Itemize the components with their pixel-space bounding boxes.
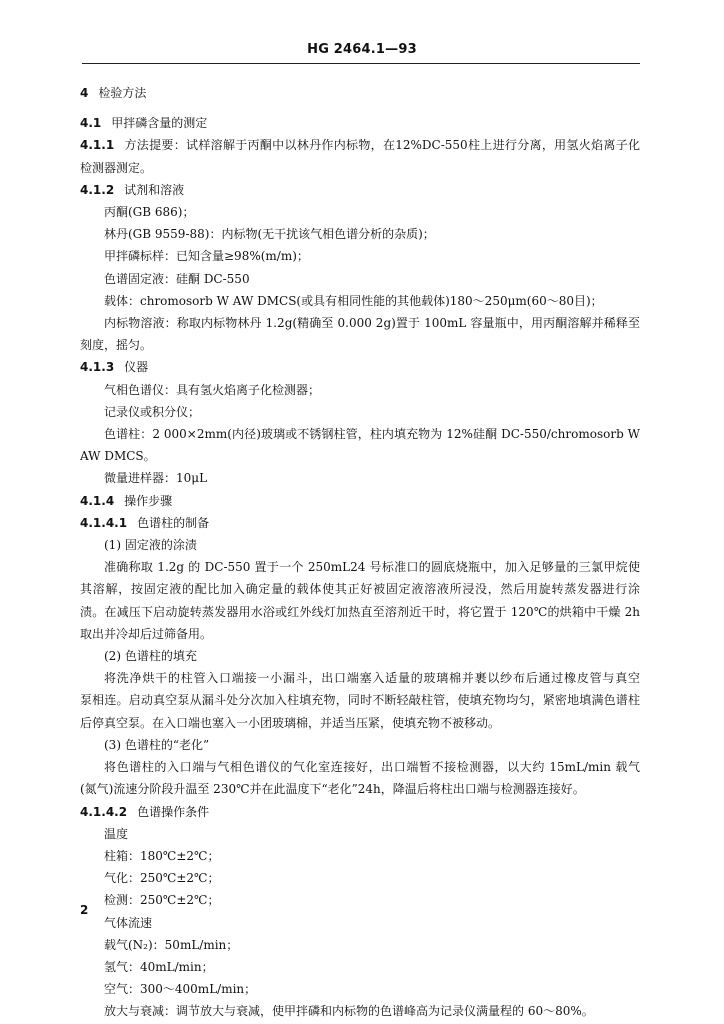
paragraph-text: 方法提要：试样溶解于丙酮中以林丹作内标物，在12%DC-550柱上进行分离，用氢火焰离子化 xyxy=(124,138,640,153)
gas-flow-item: 载气(N₂)：50mL/min； xyxy=(104,937,239,952)
section-4-1-3-heading xyxy=(80,356,640,378)
page-number: 2 xyxy=(80,903,89,917)
section-title: 色谱柱的制备 xyxy=(137,515,210,530)
section-4-1-1-line-2: 检测器测定。 xyxy=(80,160,153,175)
section-title: 试剂和溶液 xyxy=(124,182,185,197)
internal-standard-line-2: 刻度，摇匀。 xyxy=(80,338,153,353)
section-number: 4 xyxy=(80,86,89,100)
gas-flow-item: 空气：300～400mL/min； xyxy=(104,982,257,997)
reagent-item: 色谱固定液：硅酮 DC-550 xyxy=(104,271,250,286)
aging-line-1: 将色谱柱的入口端与气相色谱仪的气化室连接好，出口端暂不接检测器，以大约 15mL/min 载气 xyxy=(104,760,640,775)
section-4-heading xyxy=(80,82,640,104)
section-title: 仪器 xyxy=(124,360,149,375)
internal-standard-line-1: 内标物溶液：称取内标物林丹 1.2g(精确至 0.000 2g)置于 100mL 容量瓶中，用丙酮溶解并稀释至 xyxy=(104,316,640,331)
temperature-item: 气化：250℃±2℃； xyxy=(104,871,220,886)
reagent-item: 丙酮(GB 686)； xyxy=(104,205,195,220)
instrument-item: 气相色谱仪：具有氢火焰离子化检测器； xyxy=(104,382,321,397)
document-body xyxy=(80,82,640,1023)
section-4-1-heading xyxy=(80,112,640,134)
instrument-item: 记录仪或积分仪； xyxy=(104,404,201,419)
coating-line-1: 准确称取 1.2g 的 DC-550 置于一个 250mL24 号标准口的圆底烧瓶中，加入足够量的三氯甲烷使 xyxy=(104,560,640,575)
section-number: 4.1.4.1 xyxy=(80,515,128,530)
section-4-1-1-line-1 xyxy=(80,134,640,156)
aging-line-2: (氮气)流速分阶段升温至 230℃并在此温度下“老化”24h，降温后将柱出口端与检测器连接好。 xyxy=(80,782,585,797)
section-number: 4.1.4 xyxy=(80,493,115,508)
temperature-heading: 温度 xyxy=(104,826,129,841)
column-line-2: AW DMCS。 xyxy=(80,449,156,464)
packing-line-2: 泵相连。启动真空泵从漏斗处分次加入柱填充物，同时不断轻敲柱管，使填充物均匀，紧密地填满色谱柱 xyxy=(80,693,640,708)
section-number: 4.1.1 xyxy=(80,138,115,153)
syringe-item: 微量进样器：10μL xyxy=(104,471,208,486)
section-4-1-4-1-heading xyxy=(80,512,640,534)
reagent-item: 甲拌磷标样：已知含量≥98%(m/m)； xyxy=(104,249,309,264)
section-4-1-4-2-heading xyxy=(80,801,640,823)
header-divider xyxy=(82,63,640,64)
gain-attenuation-item: 放大与衰减：调节放大与衰减，使甲拌磷和内标物的色谱峰高为记录仪满量程的 60～80%。 xyxy=(104,1004,594,1019)
coating-line-3: 渍。在减压下启动旋转蒸发器用水浴或红外线灯加热直至溶剂近干时，将它置于 120℃的烘箱中干燥 2h xyxy=(80,604,640,619)
sub-heading-coating: (1) 固定液的涂渍 xyxy=(104,538,197,553)
section-4-1-4-heading xyxy=(80,490,640,512)
section-number: 4.1.3 xyxy=(80,360,115,375)
section-4-1-2-heading xyxy=(80,179,640,201)
packing-line-3: 后停真空泵。在入口端也塞入一小团玻璃棉，并适当压紧，使填充物不被移动。 xyxy=(80,715,501,730)
section-title: 操作步骤 xyxy=(124,493,173,508)
column-line-1: 色谱柱：2 000×2mm(内径)玻璃或不锈钢柱管，柱内填充物为 12%硅酮 DC-550/chromosorb W xyxy=(104,427,640,442)
reagent-item: 载体：chromosorb W AW DMCS(或具有相同性能的其他载体)180～250μm(60～80目)； xyxy=(104,293,603,308)
temperature-item: 检测：250℃±2℃； xyxy=(104,893,220,908)
section-title: 检验方法 xyxy=(98,86,147,100)
reagent-item: 林丹(GB 9559-88)：内标物(无干扰该气相色谱分析的杂质)； xyxy=(104,227,435,242)
standard-code-header: HG 2464.1—93 xyxy=(307,42,417,57)
section-title: 甲拌磷含量的测定 xyxy=(111,116,208,131)
sub-heading-packing: (2) 色谱柱的填充 xyxy=(104,649,197,664)
packing-line-1: 将洗净烘干的柱管入口端接一小漏斗，出口端塞入适量的玻璃棉并裹以纱布后通过橡皮管与真空 xyxy=(104,671,640,686)
section-number: 4.1 xyxy=(80,116,102,131)
sub-heading-aging: (3) 色谱柱的“老化” xyxy=(104,737,210,752)
section-number: 4.1.2 xyxy=(80,182,115,197)
gas-flow-heading: 气体流速 xyxy=(104,915,153,930)
temperature-item: 柱箱：180℃±2℃； xyxy=(104,848,220,863)
gas-flow-item: 氢气：40mL/min； xyxy=(104,959,214,974)
coating-line-4: 取出并冷却后过筛备用。 xyxy=(80,626,213,641)
coating-line-2: 其溶解，按固定液的配比加入确定量的载体使其正好被固定液溶液所浸没，然后用旋转蒸发器进行涂 xyxy=(80,582,640,597)
section-number: 4.1.4.2 xyxy=(80,804,128,819)
section-title: 色谱操作条件 xyxy=(137,804,210,819)
